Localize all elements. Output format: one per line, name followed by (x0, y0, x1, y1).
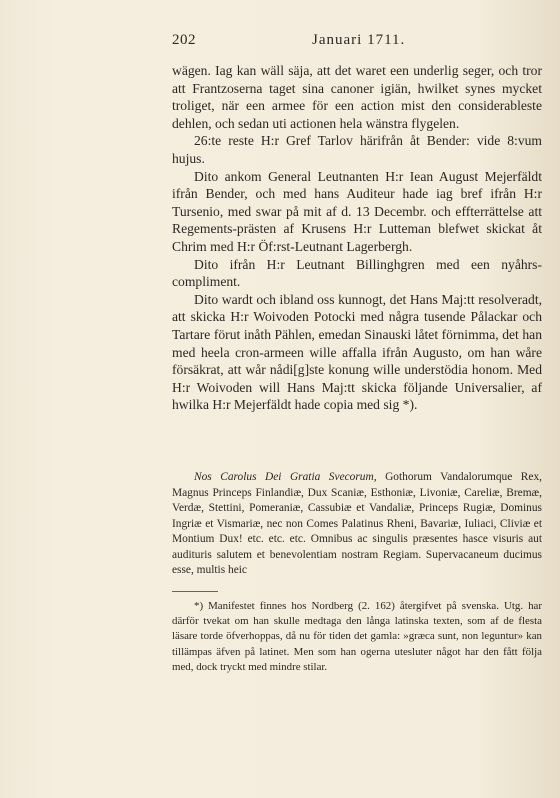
page-number: 202 (172, 32, 196, 48)
latin-text: Gothorum Vandalorumque Rex, Magnus Princeps Finlandiæ, Dux Scaniæ, Esthoniæ, Livoniæ, Careliæ, Bremæ, Verdæ, Stettini, Pomeraniæ, Cassubiæ et Vandaliæ, Princeps Rugiæ, Dominus Ingriæ et Vismariæ, nec non Comes Palatinus Rheni, Bavariæ, Iuliaci, Cliviæ et Montium Dux! etc. etc. etc. Omnibus ac singulis præsentes hasce visuris aut audituris salutem et benevolentiam nostram Regiam. Supervacaneum ducimus esse, multis heic (172, 471, 542, 576)
footnote-rule (172, 591, 218, 592)
paragraph: Dito ankom General Leutnanten H:r Iean August Mejerfäldt ifrån Bender, och med hans Auditeur hade iag bref ifrån H:r Tursenio, med swar på mit af d. 13 Decembr. och effterrättelse att Regements-prästen af Krusens H:r Lutteman blefwet skickat åt Chrim med H:r Öf:rst-Leutnant Lagerbergh. (172, 168, 542, 254)
footnote-text: *) Manifestet finnes hos Nordberg (2. 162) återgifvet på svenska. Utg. har därför tvekat om han skulle medtaga den långa latinska texten, som af de flesta läsare torde öfverhoppas, då nu för tiden det gamla: »græca sunt, non leguntur» kan tillämpas äfven på latinet. Men som han ogerna utesluter något har den fått följa med, dock tryckt med mindre stilar. (172, 600, 542, 673)
latin-italic-opening: Nos Carolus Dei Gratia Svecorum, (194, 471, 377, 483)
page-header (172, 32, 500, 52)
paragraph: Dito wardt och ibland oss kunnogt, det Hans Maj:tt resolveradt, att skicka H:r Woivoden Potocki med några tusende Pålackar och Tartare förut inåth Pählen, emedan Sinauski låtet förnimma, det han med heela cron-armeen wille affalla ifrån Augusto, om han wåre försäkrat, att wår nådi[g]ste konung wille understödia honom. Med H:r Woivoden will Hans Maj:tt skicka följande Universalier, af hwilka H:r Mejerfäldt hade copia med sig *). (172, 291, 542, 413)
latin-manifesto (172, 470, 542, 579)
paragraph: Dito ifrån H:r Leutnant Billinghgren med een nyåhrs-compliment. (172, 256, 542, 290)
paragraph: 26:te reste H:r Gref Tarlov härifrån åt Bender: vide 8:vum hujus. (172, 133, 542, 166)
paragraph: wägen. Iag kan wäll säja, att det waret een underlig seger, och tror att Frantzoserna taget sina canoner igiän, hwilket synes mycket troliget, när een armee för een action mist den considerableste dehlen, och sedan uti actionen hela wänstra flygelen. (172, 63, 542, 131)
footnote (172, 599, 542, 675)
running-head: Januari 1711. (312, 32, 406, 48)
latin-paragraph (172, 470, 542, 579)
main-text (172, 62, 542, 414)
